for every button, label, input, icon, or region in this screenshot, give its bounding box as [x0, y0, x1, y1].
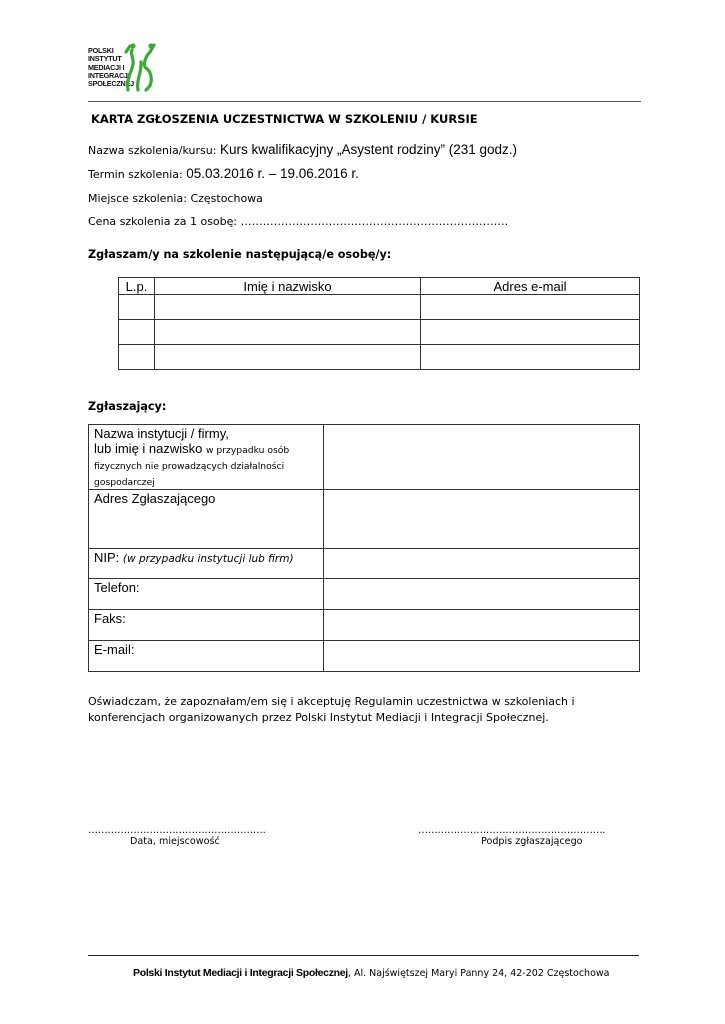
logo-line: MEDIACJI I [88, 62, 125, 72]
participant-name-cell[interactable] [155, 320, 421, 345]
participants-table [118, 277, 640, 370]
nip-label-cell [89, 549, 324, 579]
course-name-row [88, 142, 517, 157]
table-row [119, 320, 640, 345]
date-place-line[interactable]: ………………………………………………. [88, 825, 266, 836]
course-term-value: 05.03.2016 r. – 19.06.2016 r. [186, 166, 359, 181]
footer-org-name: Polski Instytut Mediacji i Integracji Społecznej [133, 967, 348, 979]
date-place-caption: Data, miejscowość [130, 836, 220, 847]
course-place-value: Częstochowa [190, 192, 263, 205]
institution-label-cell [89, 425, 324, 490]
column-header-name: Imię i nazwisko [155, 278, 421, 295]
table-row [89, 641, 640, 672]
phone-value-cell[interactable] [324, 579, 640, 610]
consent-statement: Oświadczam, że zapoznałam/em się i akceptuję Regulamin uczestnictwa w szkoleniach i konferencjach organizowanych przez Polski Instytut Mediacji i Integracji Społecznej. [88, 695, 575, 724]
table-row [119, 345, 640, 370]
table-row [89, 425, 640, 490]
course-place-row [88, 192, 263, 205]
participant-lp-cell[interactable] [119, 320, 155, 345]
participant-email-cell[interactable] [421, 295, 640, 320]
nip-value-cell[interactable] [324, 549, 640, 579]
email-label-cell [89, 641, 324, 672]
logo-line: INTEGRACJI [88, 70, 130, 80]
course-name-label: Nazwa szkolenia/kursu: [88, 144, 217, 157]
course-term-row [88, 166, 359, 181]
course-price-row [88, 215, 508, 228]
participant-name-cell[interactable] [155, 295, 421, 320]
fax-label: Faks: [94, 611, 126, 626]
institution-label-note: w przypadku osób fizycznych nie prowadzących działalności gospodarczej [94, 445, 290, 488]
participant-lp-cell[interactable] [119, 295, 155, 320]
course-term-label: Termin szkolenia: [88, 168, 183, 181]
table-header-row [119, 278, 640, 295]
column-header-lp: L.p. [119, 278, 155, 295]
phone-label: Telefon: [94, 580, 140, 595]
fax-value-cell[interactable] [324, 610, 640, 641]
logo-line: POLSKI [88, 46, 114, 55]
address-value-cell[interactable] [324, 490, 640, 549]
logo-line: INSTYTUT [88, 54, 122, 64]
phone-label-cell [89, 579, 324, 610]
table-row [89, 579, 640, 610]
signature-caption: Podpis zgłaszającego [481, 836, 583, 847]
applicant-heading: Zgłaszający: [88, 400, 167, 413]
form-title: KARTA ZGŁOSZENIA UCZESTNICTWA W SZKOLENIU / KURSIE [91, 112, 478, 126]
table-row [119, 295, 640, 320]
participants-heading: Zgłaszam/y na szkolenie następującą/e osobę/y: [88, 248, 392, 261]
course-price-label: Cena szkolenia za 1 osobę: [88, 215, 238, 228]
header-divider [88, 101, 641, 102]
footer [133, 967, 609, 979]
institution-label-line2: lub imię i nazwisko [94, 441, 203, 456]
table-row [89, 610, 640, 641]
logo-line: SPOŁECZNEJ [88, 79, 134, 89]
email-label: E-mail: [94, 642, 135, 657]
email-value-cell[interactable] [324, 641, 640, 672]
column-header-email: Adres e-mail [421, 278, 640, 295]
institution-label-line1: Nazwa instytucji / firmy, [94, 426, 229, 441]
footer-address: , Al. Najświętszej Maryi Panny 24, 42-202 Częstochowa [347, 968, 610, 979]
course-place-label: Miejsce szkolenia: [88, 192, 187, 205]
address-label-cell [89, 490, 324, 549]
organization-logo [88, 42, 158, 94]
course-name-value: Kurs kwalifikacyjny „Asystent rodziny” (231 godz.) [219, 142, 518, 157]
people-figures-icon [124, 42, 158, 94]
table-row [89, 490, 640, 549]
nip-label: NIP: [94, 550, 120, 565]
participant-email-cell[interactable] [421, 345, 640, 370]
signature-line[interactable]: …………………………………………………. [418, 825, 606, 836]
course-price-value: ………………………………………………………………. [240, 215, 509, 228]
footer-divider [88, 955, 639, 956]
participant-lp-cell[interactable] [119, 345, 155, 370]
participant-email-cell[interactable] [421, 320, 640, 345]
nip-note: (w przypadku instytucji lub firm) [122, 553, 294, 565]
table-row [89, 549, 640, 579]
participant-name-cell[interactable] [155, 345, 421, 370]
fax-label-cell [89, 610, 324, 641]
applicant-table [88, 424, 640, 672]
institution-value-cell[interactable] [324, 425, 640, 490]
address-label: Adres Zgłaszającego [94, 491, 216, 506]
